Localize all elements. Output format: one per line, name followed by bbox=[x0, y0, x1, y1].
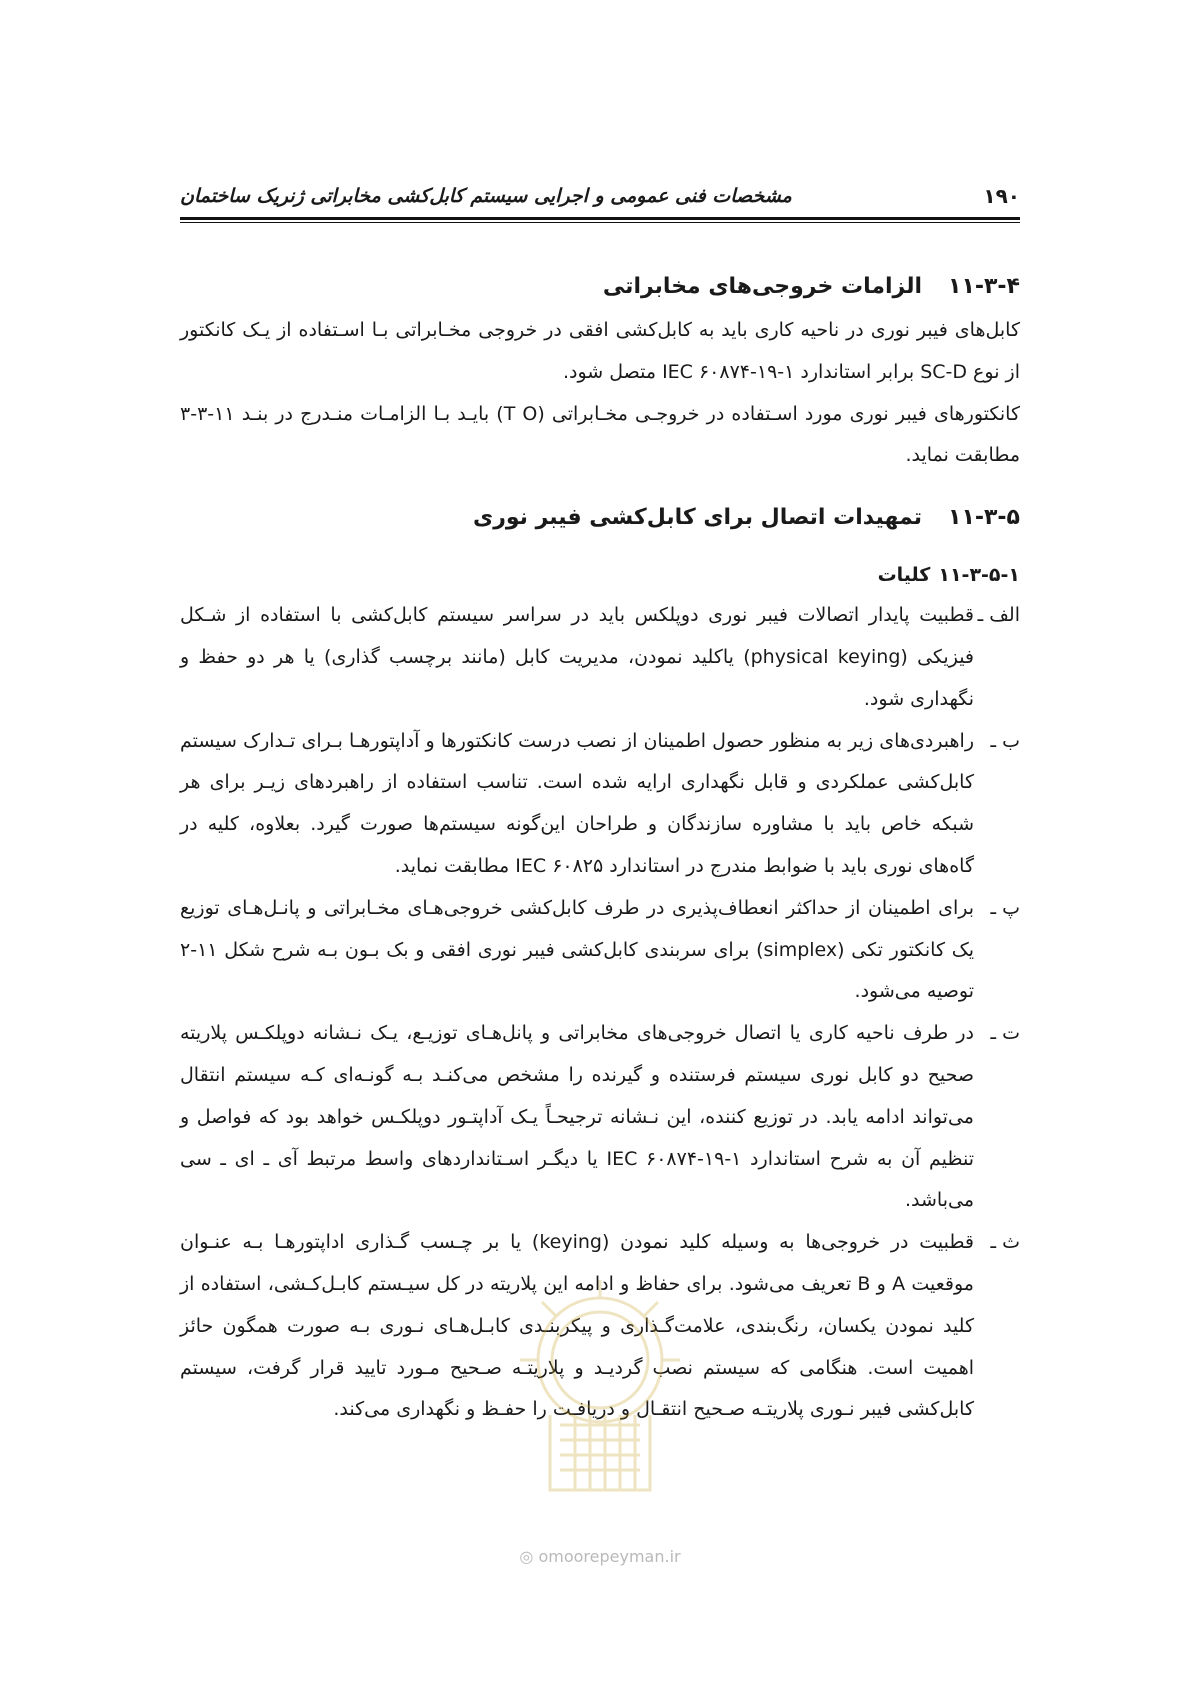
section-title: الزامات خروجی‌های مخابراتی bbox=[602, 274, 923, 299]
paragraph: کابل‌های فیبر نوری در ناحیه کاری باید به کابل‌کشی افقی در خروجی مخـابراتی بـا اسـتفاده از یـک کانکتور از نوع SC-D برابر استاندارد IEC ۶۰۸۷۴-۱۹-۱ متصل شود. bbox=[180, 319, 1020, 383]
list-item-label: پ ـ bbox=[990, 896, 1020, 919]
section-number: ۱۱-۳-۴ bbox=[948, 274, 1020, 299]
list-item-label: ب ـ bbox=[990, 729, 1020, 752]
list-item bbox=[180, 888, 1020, 1013]
page-number: ۱۹۰ bbox=[983, 184, 1020, 208]
subsection-number: ۱۱-۳-۵-۱ bbox=[938, 564, 1020, 587]
watermark-text: omoorepeyman.ir bbox=[538, 1547, 681, 1566]
list-item-label: ث ـ bbox=[990, 1231, 1020, 1254]
running-title: مشخصات فنی عمومی و اجرایی سیستم کابل‌کشی مخابراتی ژنریک ساختمان bbox=[180, 185, 792, 207]
spacer bbox=[180, 541, 1020, 555]
header-rule-thick bbox=[180, 217, 1020, 220]
list-item-text: قطبیت پایدار اتصالات فیبر نوری دوپلکس باید در سراسر سیستم کابل‌کشی با استفاده از شـکل فیزیکی (physical keying) یاکلید نمودن، مدیریت کابل (مانند برچسب گذاری) یا هر دو حفظ و نگهداری شود. bbox=[180, 604, 975, 710]
list-item bbox=[180, 1013, 1020, 1222]
section-heading-4 bbox=[180, 264, 1020, 310]
watermark-caption bbox=[500, 1547, 700, 1566]
section-number: ۱۱-۳-۵ bbox=[948, 505, 1020, 531]
subsection-title: کلیات bbox=[877, 564, 931, 587]
list-item-text: برای اطمینان از حداکثر انعطاف‌پذیری در طرف کابل‌کشی خروجی‌هـای مخـابراتی و پانـل‌هـای توزیع یک کانکتور تکی (simplex) برای سربندی کابل‌کشی فیبر نوری افقی و بک بـون بـه شرح شکل ۱۱-۲ توصیه می‌شود. bbox=[180, 896, 975, 1003]
section-heading-5 bbox=[180, 495, 1020, 541]
list-item-label: ت ـ bbox=[990, 1022, 1020, 1045]
list-item-text: راهبردی‌های زیر به منظور حصول اطمینان از نصب درست کانکتورها و آداپتورهـا بـرای تـدارک سیستم کابل‌کشی عملکردی و قابل نگهداری ارایه شده است. تناسب استفاده از راهبردهای زیـر برای هر شبکه خاص باید با مشاوره سازندگان و طراحان این‌گونه سیستم‌ها صورت گیرد. بعلاوه، کلیه در گاه‌های نوری باید با ضوابط مندرج در استاندارد IEC ۶۰۸۲۵ مطابقت نماید. bbox=[180, 729, 974, 877]
list-item bbox=[180, 595, 1020, 720]
list-item bbox=[180, 721, 1020, 888]
page-header bbox=[180, 180, 1020, 212]
paragraph: کانکتورهای فیبر نوری مورد اسـتفاده در خروجـی مخـابراتی (T O) بایـد بـا الزامـات منـدرج در بنـد ۱۱-۳-۳ مطابقت نماید. bbox=[180, 402, 1021, 467]
list-item-text: قطبیت در خروجی‌ها به وسیله کلید نمودن (keying) یا بر چـسب گـذاری اداپتورهـا بـه عنـوان موقعیت A و B تعریف می‌شود. برای حفاظ و ادامه این پلاریته در کل سیـستم کابـل‌کـشی، استفاده از کلید نمودن یکسان، رنگ‌بندی، علامت‌گـذاری و پیکربنـدی کابـل‌هـای نـوری بـه صورت همگون حائز اهمیت است. هنگامی که سیستم نصب گردیـد و پلاریتـه صـحیح مـورد تایید قرار گرفت، سیستم کابل‌کشی فیبر نـوری پلاریتـه صـحیح انتقـال و دریافـت را حفـظ و نگهداری می‌کند. bbox=[180, 1231, 974, 1421]
subsection-heading-5-1 bbox=[180, 555, 1020, 595]
list-item-label: الف ـ bbox=[977, 604, 1020, 627]
list-item-text: در طرف ناحیه کاری یا اتصال خروجی‌های مخابراتی و پانل‌هـای توزیـع، یـک نـشانه دوپلکـس پلاریته صحیح دو کابل نوری سیستم فرستنده و گیرنده را مشخص می‌کنـد بـه گونـه‌ای کـه سیستم انتقال می‌تواند ادامه یابد. در توزیع کننده، این نـشانه ترجیحـاً یـک آداپتـور دوپلکـس خواهد بود که فواصل و تنظیم آن به شرح استاندارد IEC ۶۰۸۷۴-۱۹-۱ یا دیگـر اسـتانداردهای واسط مرتبط آی ـ ای ـ سی می‌باشد. bbox=[180, 1022, 974, 1212]
list-item bbox=[180, 1222, 1020, 1431]
header-rule-thin bbox=[180, 222, 1020, 223]
page-body bbox=[180, 264, 1020, 1431]
spacer bbox=[180, 477, 1020, 495]
watermark-icon: ◎ bbox=[519, 1547, 534, 1566]
section-title: تمهیدات اتصال برای کابل‌کشی فیبر نوری bbox=[473, 505, 923, 531]
